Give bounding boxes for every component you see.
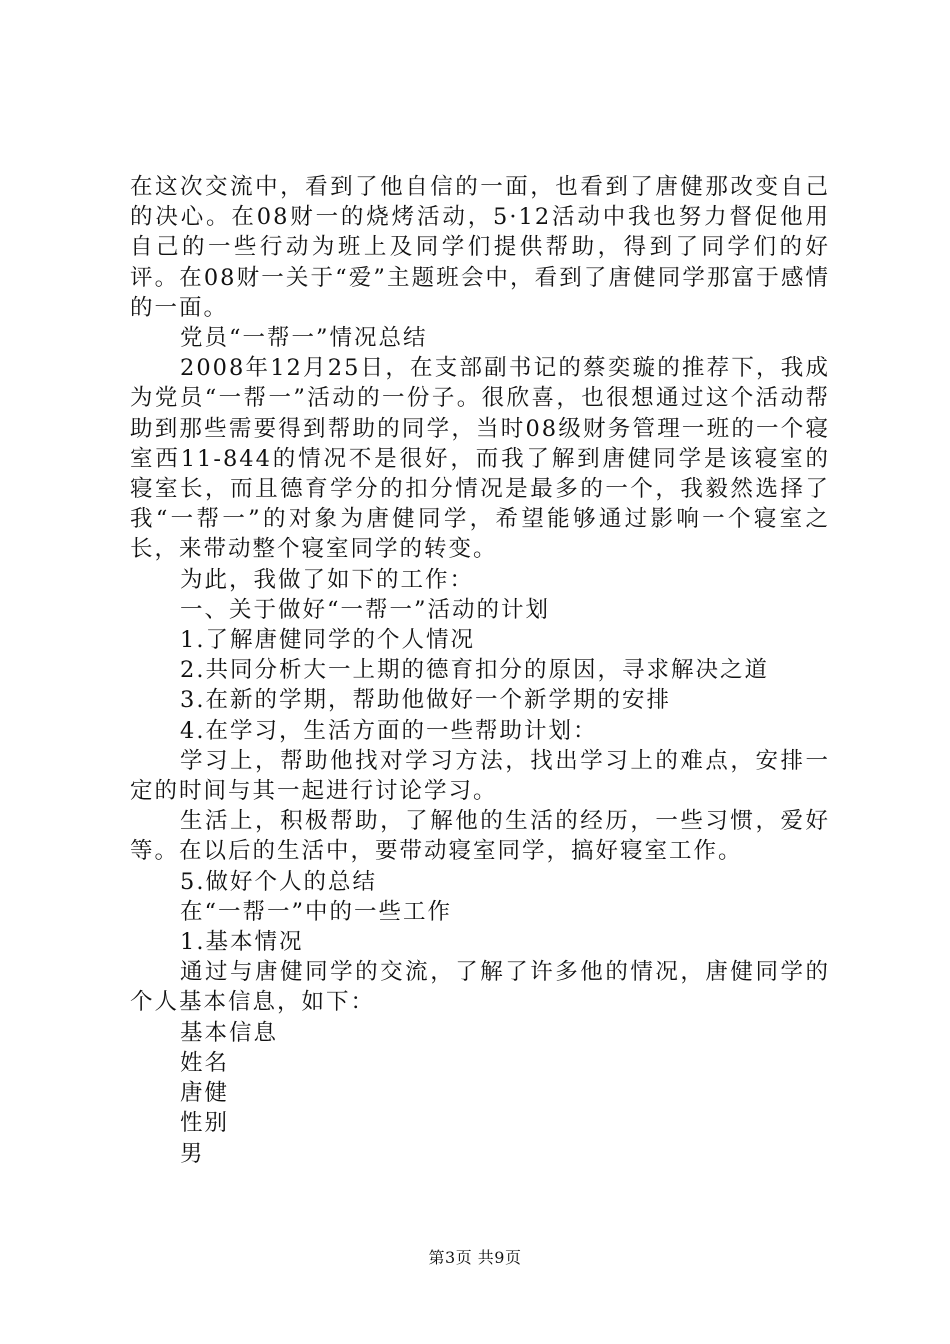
paragraph-study-help: 学习上，帮助他找对学习方法，找出学习上的难点，安排一定的时间与其一起进行讨论学习。 [130,747,830,805]
info-value-gender: 男 [180,1140,205,1167]
list-item-plan-3: 3.在新的学期，帮助他做好一个新学期的安排 [180,687,671,714]
section-heading-work: 在“一帮一”中的一些工作 [180,898,453,925]
info-label-name: 姓名 [180,1049,230,1076]
paragraph-exchange-summary: 在这次交流中，看到了他自信的一面，也看到了唐健那改变自己的决心。在08财一的烧烤活动，5·12活动中我也努力督促他用自己的一些行动为班上及同学们提供帮助，得到了同学们的好评。在08财一关于“爱”主题班会中，看到了唐健同学那富于感情的一面。 [130,174,830,321]
info-label-gender: 性别 [180,1110,230,1137]
subheading-basic-info: 1.基本情况 [180,929,304,956]
info-value-name: 唐健 [180,1080,230,1107]
list-item-plan-4: 4.在学习，生活方面的一些帮助计划： [180,717,598,744]
list-item-plan-5: 5.做好个人的总结 [180,868,377,895]
paragraph-basic-info-intro: 通过与唐健同学的交流，了解了许多他的情况，唐健同学的个人基本信息，如下： [130,959,830,1016]
paragraph-work-intro: 为此，我做了如下的工作： [180,566,475,593]
page-footer: 第3页 共9页 [428,1248,522,1267]
section-heading-plan: 一、关于做好“一帮一”活动的计划 [180,596,551,623]
list-item-plan-2: 2.共同分析大一上期的德育扣分的原因，寻求解决之道 [180,657,769,684]
paragraph-life-help: 生活上，积极帮助，了解他的生活的经历，一些习惯，爱好等。在以后的生活中，要带动寝室同学，搞好寝室工作。 [130,808,830,865]
section-heading-summary: 党员“一帮一”情况总结 [180,325,428,352]
document-body [130,172,830,1169]
list-item-plan-1: 1.了解唐健同学的个人情况 [180,627,475,654]
info-table-title: 基本信息 [180,1019,279,1046]
paragraph-background: 2008年12月25日，在支部副书记的蔡奕璇的推荐下，我成为党员“一帮一”活动的一份子。很欣喜，也很想通过这个活动帮助到那些需要得到帮助的同学，当时08级财务管理一班的一个寝室西11-844的情况不是很好，而我了解到唐健同学是该寝室的寝室长，而且德育学分的扣分情况是最多的一个，我毅然选择了我“一帮一”的对象为唐健同学，希望能够通过影响一个寝室之长，来带动整个寝室同学的转变。 [130,355,830,563]
